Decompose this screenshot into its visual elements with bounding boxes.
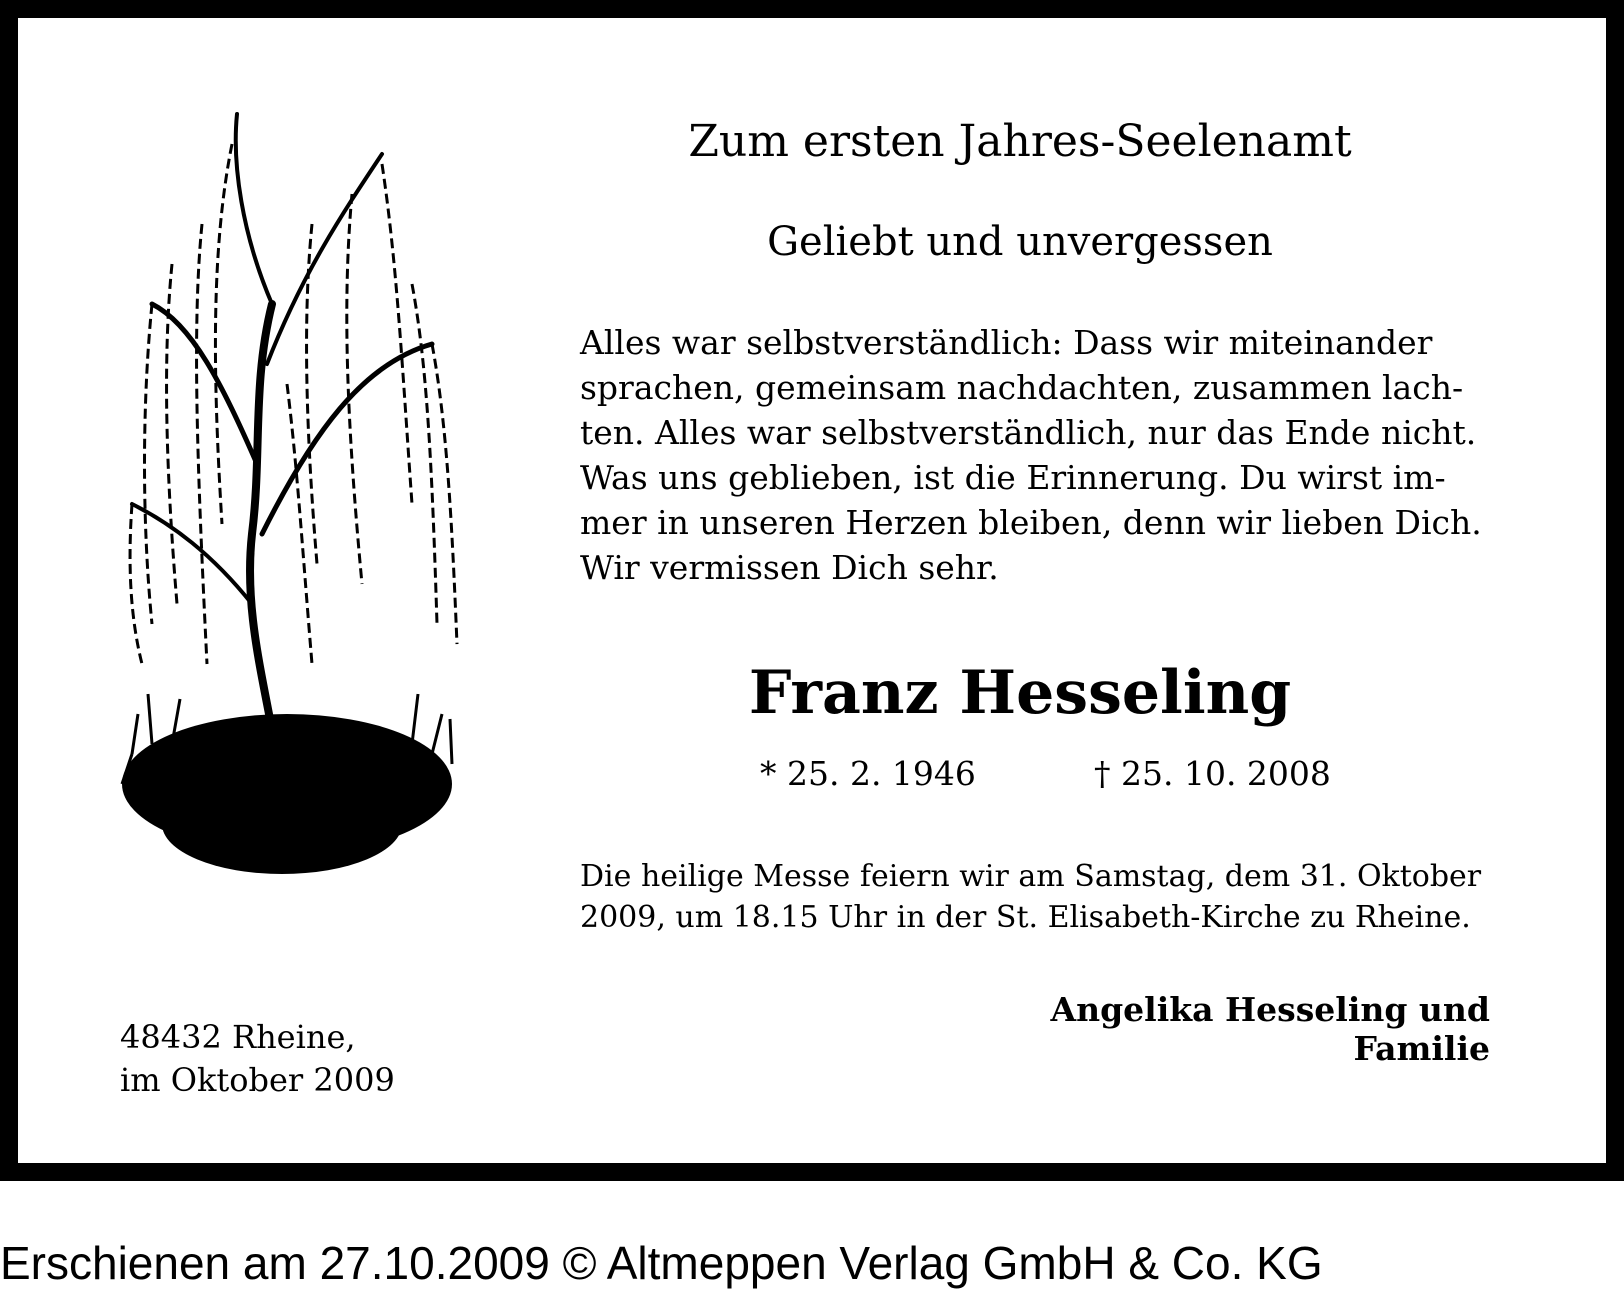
- birth-date: * 25. 2. 1946: [760, 754, 976, 793]
- mass-announcement: [580, 856, 1507, 938]
- notice-text-line: Was uns geblieben, ist die Erinnerung. Du wirst im-: [580, 458, 1446, 497]
- weeping-willow-icon: [112, 104, 482, 904]
- publication-footer: Erschienen am 27.10.2009 © Altmeppen Verlag GmbH & Co. KG: [0, 1237, 1323, 1289]
- notice-text-line: sprachen, gemeinsam nachdachten, zusammen lach-: [580, 368, 1464, 407]
- notice-text-line: mer in unseren Herzen bleiben, denn wir lieben Dich.: [580, 503, 1482, 542]
- place-line: im Oktober 2009: [120, 1061, 395, 1099]
- mass-line: Die heilige Messe feiern wir am Samstag, dem 31. Oktober: [580, 859, 1482, 894]
- family-signature: Angelika Hesseling und Familie: [1050, 990, 1490, 1068]
- notice-subtitle: Geliebt und unvergessen: [767, 219, 1273, 265]
- place-line: 48432 Rheine,: [120, 1018, 356, 1056]
- notice-text-line: ten. Alles war selbstverständlich, nur das Ende nicht.: [580, 413, 1477, 452]
- notice-text: [580, 320, 1507, 590]
- notice-text-line: Wir vermissen Dich sehr.: [580, 548, 999, 587]
- notice-title: Zum ersten Jahres-Seelenamt: [688, 116, 1352, 167]
- notice-text-line: Alles war selbstverständlich: Dass wir miteinander: [580, 323, 1433, 362]
- death-date: † 25. 10. 2008: [1094, 754, 1331, 793]
- deceased-name: Franz Hesseling: [748, 658, 1292, 728]
- place-date: [120, 1016, 395, 1102]
- mass-line: 2009, um 18.15 Uhr in der St. Elisabeth-Kirche zu Rheine.: [580, 900, 1471, 935]
